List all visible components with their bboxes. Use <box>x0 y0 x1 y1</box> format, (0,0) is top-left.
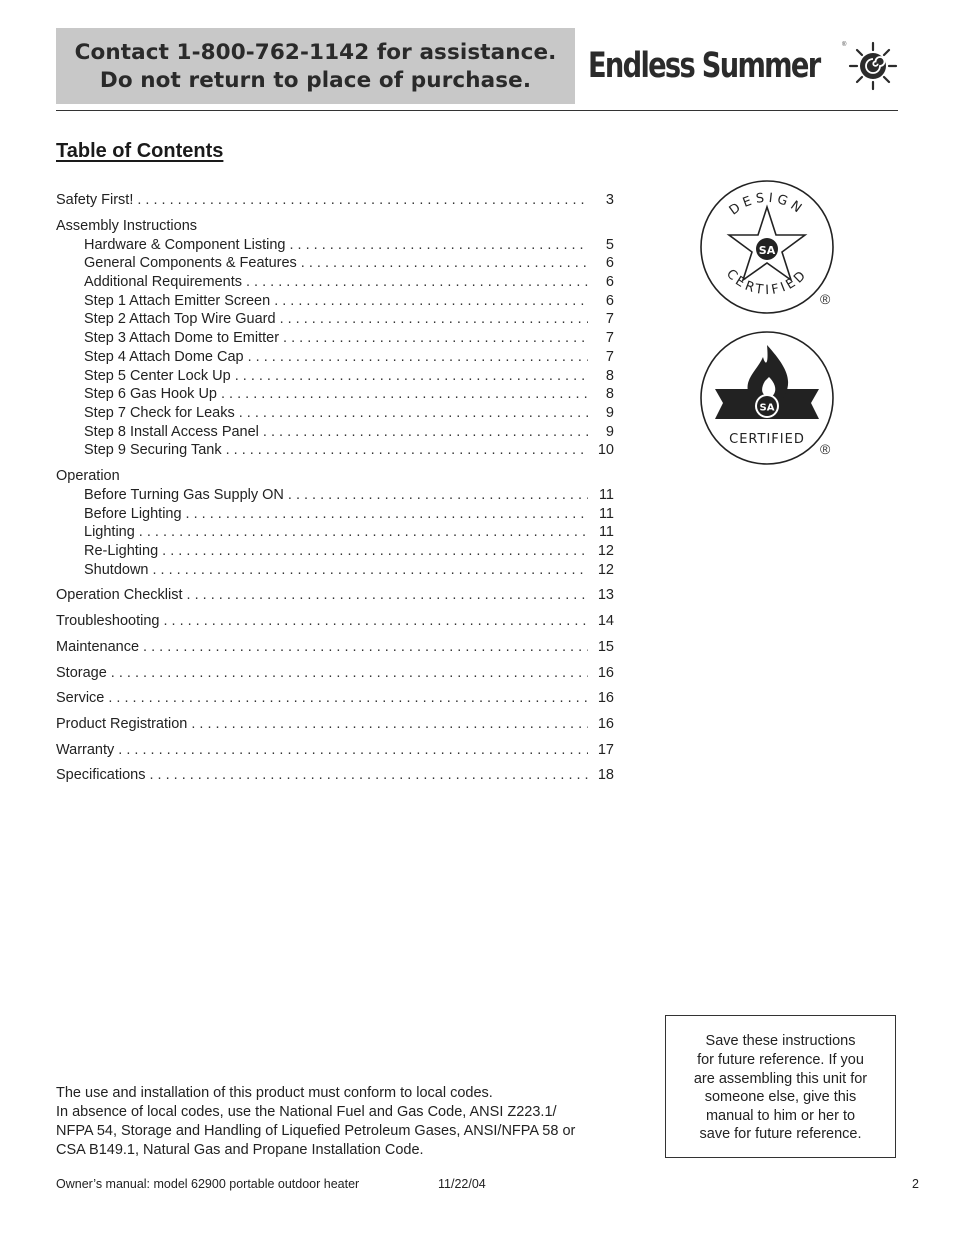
dot-leader <box>153 562 589 578</box>
toc-entry-label: Step 4 Attach Dome Cap <box>84 349 244 365</box>
dot-leader <box>162 543 588 559</box>
toc-entry-page: 12 <box>597 562 614 578</box>
save-instructions-box <box>665 1015 896 1158</box>
toc-entry-page: 15 <box>597 639 614 655</box>
toc-entry-label: Storage <box>56 665 107 681</box>
note-line: save for future reference. <box>699 1126 862 1142</box>
toc-entry-label: Before Turning Gas Supply ON <box>84 487 284 503</box>
toc-entry[interactable] <box>84 237 614 256</box>
dot-leader <box>246 274 588 290</box>
toc-entry-page: 13 <box>597 587 614 603</box>
dot-leader <box>221 386 588 402</box>
toc-entry-page: 11 <box>598 487 614 503</box>
dot-leader <box>283 330 588 346</box>
toc-entry-label: Troubleshooting <box>56 613 160 629</box>
toc-section-operation: Operation <box>56 468 120 484</box>
toc-entry-label: Lighting <box>84 524 135 540</box>
toc-entry[interactable] <box>56 767 614 786</box>
toc-entry-page: 11 <box>598 524 614 540</box>
dot-leader <box>191 716 588 732</box>
dot-leader <box>149 767 588 783</box>
footer-date: 11/22/04 <box>438 1177 486 1191</box>
toc-entry-page: 6 <box>605 293 614 309</box>
dot-leader <box>301 255 588 271</box>
toc-entry[interactable] <box>84 524 614 543</box>
seal-design-text: DESIGN <box>726 190 808 219</box>
flame-certified-seal <box>697 331 837 466</box>
seal-certified-text: CERTIFIED <box>729 432 805 447</box>
codes-line: The use and installation of this product must conform to local codes. <box>56 1085 493 1101</box>
toc-entry[interactable] <box>84 255 614 274</box>
toc-entry-label: Step 3 Attach Dome to Emitter <box>84 330 280 346</box>
toc-entry[interactable] <box>84 293 614 312</box>
design-certified-seal <box>697 180 837 315</box>
toc-entry-label: Service <box>56 690 105 706</box>
toc-entry-page: 5 <box>605 237 614 253</box>
toc-entry-page: 16 <box>597 690 614 706</box>
dot-leader <box>118 742 588 758</box>
toc-entry-label: Step 5 Center Lock Up <box>84 368 231 384</box>
dot-leader <box>280 311 588 327</box>
codes-line: In absence of local codes, use the National Fuel and Gas Code, ANSI Z223.1/ <box>56 1104 557 1120</box>
toc-entry-label: Hardware & Component Listing <box>84 237 286 253</box>
toc-entry-page: 10 <box>597 442 614 458</box>
toc-entry-page: 18 <box>597 767 614 783</box>
page-number: 2 <box>912 1177 919 1191</box>
note-line: someone else, give this <box>704 1089 857 1105</box>
toc-entry[interactable] <box>56 742 614 761</box>
dot-leader <box>108 690 588 706</box>
toc-entry-page: 7 <box>605 330 614 346</box>
toc-entry[interactable] <box>84 311 614 330</box>
dot-leader <box>143 639 588 655</box>
registered-mark: ® <box>820 291 831 307</box>
dot-leader <box>137 192 588 208</box>
toc-entry[interactable] <box>84 543 614 562</box>
toc-entry-safety[interactable] <box>56 192 614 211</box>
no-return-line: Do not return to place of purchase. <box>99 68 532 93</box>
toc-entry[interactable] <box>56 639 614 658</box>
toc-entry-label: Shutdown <box>84 562 149 578</box>
note-line: for future reference. If you <box>697 1052 864 1068</box>
toc-entry-page: 7 <box>605 349 614 365</box>
toc-entry-page: 9 <box>605 424 614 440</box>
toc-entry-page: 6 <box>605 255 614 271</box>
toc-entry[interactable] <box>56 665 614 684</box>
note-line: Save these instructions <box>705 1033 856 1049</box>
toc-entry-label: Step 2 Attach Top Wire Guard <box>84 311 276 327</box>
toc-entry[interactable] <box>56 613 614 632</box>
toc-entry[interactable] <box>56 587 614 606</box>
toc-entry-label: Product Registration <box>56 716 188 732</box>
dot-leader <box>235 368 588 384</box>
note-line: are assembling this unit for <box>693 1071 868 1087</box>
toc-entry[interactable] <box>56 716 614 735</box>
toc-entry-label: Re-Lighting <box>84 543 159 559</box>
toc-entry[interactable] <box>84 424 614 443</box>
toc-entry[interactable] <box>56 690 614 709</box>
note-line: manual to him or her to <box>705 1108 856 1124</box>
dot-leader <box>186 506 588 522</box>
toc-entry-label: Step 6 Gas Hook Up <box>84 386 217 402</box>
toc-entry[interactable] <box>84 442 614 461</box>
toc-entry-label: Step 8 Install Access Panel <box>84 424 259 440</box>
dot-leader <box>163 613 588 629</box>
toc-entry-page: 3 <box>605 192 614 208</box>
toc-entry-label: Step 9 Securing Tank <box>84 442 222 458</box>
toc-entry-page: 8 <box>605 386 614 402</box>
dot-leader <box>187 587 588 603</box>
dot-leader <box>274 293 588 309</box>
toc-entry[interactable] <box>84 368 614 387</box>
csa-mark-text: SA <box>759 402 775 414</box>
toc-entry-page: 9 <box>605 405 614 421</box>
toc-entry-page: 6 <box>605 274 614 290</box>
footer-manual-title: Owner’s manual: model 62900 portable outdoor heater <box>56 1177 360 1191</box>
dot-leader <box>226 442 588 458</box>
dot-leader <box>288 487 588 503</box>
toc-entry-page: 11 <box>598 506 614 522</box>
dot-leader <box>239 405 588 421</box>
toc-entry[interactable] <box>84 506 614 525</box>
codes-line: CSA B149.1, Natural Gas and Propane Installation Code. <box>56 1142 424 1158</box>
toc-section-assembly: Assembly Instructions <box>56 218 198 234</box>
toc-entry-page: 16 <box>597 716 614 732</box>
toc-entry-label: Safety First! <box>56 192 134 208</box>
sun-swirl-icon <box>847 40 899 92</box>
brand-registered-mark: ® <box>842 42 847 48</box>
toc-entry[interactable] <box>84 405 614 424</box>
toc-entry[interactable] <box>84 562 614 581</box>
toc-entry[interactable] <box>84 386 614 405</box>
toc-title: Table of Contents <box>56 140 224 162</box>
dot-leader <box>111 665 588 681</box>
toc-entry-label: Step 1 Attach Emitter Screen <box>84 293 271 309</box>
dot-leader <box>139 524 588 540</box>
contact-phone-line: Contact 1-800-762-1142 for assistance. <box>74 40 557 65</box>
toc-entry[interactable] <box>84 330 614 349</box>
toc-entry-label: Operation Checklist <box>56 587 183 603</box>
header-divider <box>56 110 898 111</box>
toc-entry-label: Maintenance <box>56 639 140 655</box>
toc-entry[interactable] <box>84 487 614 506</box>
toc-entry-page: 16 <box>597 665 614 681</box>
csa-mark-text: SA <box>758 244 776 257</box>
contact-banner <box>56 28 575 104</box>
codes-line: NFPA 54, Storage and Handling of Liquefied Petroleum Gases, ANSI/NFPA 58 or <box>56 1123 576 1139</box>
seal-certified-text: CERTIFIED <box>723 266 811 299</box>
dot-leader <box>248 349 588 365</box>
toc-entry-page: 14 <box>597 613 614 629</box>
toc-entry-page: 17 <box>597 742 614 758</box>
toc-entry-label: Before Lighting <box>84 506 182 522</box>
toc-entry-label: Additional Requirements <box>84 274 242 290</box>
dot-leader <box>263 424 588 440</box>
toc-entry-label: Specifications <box>56 767 146 783</box>
toc-entry-page: 8 <box>605 368 614 384</box>
registered-mark: ® <box>820 441 831 457</box>
toc-entry[interactable] <box>84 274 614 293</box>
toc-entry-page: 12 <box>597 543 614 559</box>
toc-entry[interactable] <box>84 349 614 368</box>
toc-entry-label: Warranty <box>56 742 115 758</box>
dot-leader <box>290 237 589 253</box>
toc-entry-label: General Components & Features <box>84 255 297 271</box>
brand-logo-text: Endless Summer <box>588 46 820 86</box>
toc-entry-page: 7 <box>605 311 614 327</box>
toc-entry-label: Step 7 Check for Leaks <box>84 405 235 421</box>
